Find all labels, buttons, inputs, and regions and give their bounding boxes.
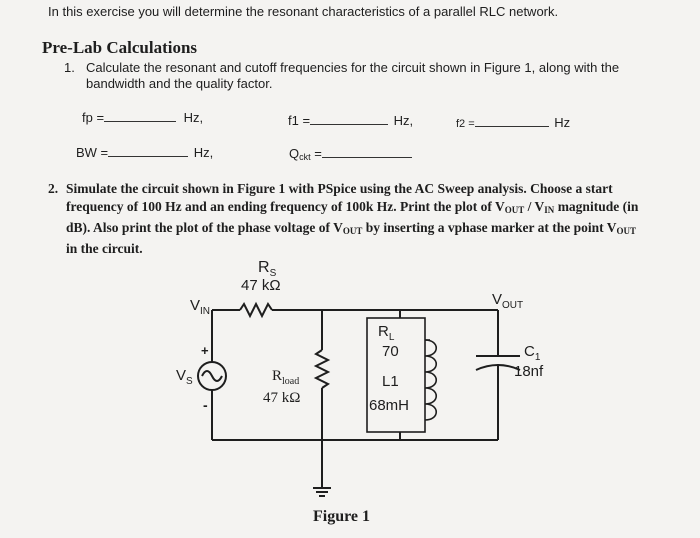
item-1-number: 1. bbox=[64, 60, 75, 75]
q-label: Q bbox=[289, 146, 300, 161]
section-heading: Pre-Lab Calculations bbox=[42, 38, 198, 57]
ac-wave-icon bbox=[202, 371, 222, 381]
vin-label: $V_{IN}$ bbox=[190, 297, 211, 317]
item-1-line-2: bandwidth and the quality factor. bbox=[86, 76, 273, 91]
rs-value: 47 kΩ bbox=[241, 277, 281, 294]
bw-label: BW = bbox=[76, 145, 109, 160]
l1-value: 68mH bbox=[369, 397, 410, 414]
c1-label: $C_1$ bbox=[524, 343, 541, 363]
intro-text: In this exercise you will determine the resonant characteristics of a parallel RLC network. bbox=[48, 4, 559, 19]
q-eq: = bbox=[314, 146, 322, 161]
item-1-line-1: Calculate the resonant and cutoff frequencies for the circuit shown in Figure 1, along with the bbox=[86, 60, 620, 75]
f1-label: f1 = bbox=[288, 113, 311, 128]
f1-unit: Hz, bbox=[393, 113, 414, 128]
rload-resistor-symbol bbox=[316, 350, 328, 388]
minus-sign: - bbox=[203, 397, 208, 413]
figure-caption: Figure 1 bbox=[313, 508, 371, 525]
rs-label: $R_S$ bbox=[258, 259, 277, 279]
item-2-text-5: in the circuit. bbox=[66, 241, 143, 256]
item-2-sub-4: OUT bbox=[616, 226, 637, 236]
item-2-sub-2: IN bbox=[544, 205, 555, 215]
item-2-text-3: magnitude (in dB). Also print the plot of the phase voltage of V bbox=[66, 199, 639, 235]
item-2-sub-3: OUT bbox=[342, 226, 363, 236]
rl-label: $R_L$ bbox=[378, 323, 395, 343]
vs-label: $V_S$ bbox=[176, 367, 193, 387]
fp-label: fp = bbox=[82, 110, 105, 125]
rload-label: $R_{load}$ bbox=[272, 368, 300, 387]
rs-resistor-symbol bbox=[240, 304, 272, 316]
q-sub: ckt bbox=[299, 152, 311, 162]
f2-unit: Hz bbox=[554, 115, 571, 130]
fp-unit: Hz, bbox=[183, 110, 204, 125]
rl-value: 70 bbox=[382, 343, 399, 360]
item-2-text-4: by inserting a vphase marker at the point V bbox=[362, 220, 617, 235]
l1-label: L1 bbox=[382, 373, 399, 390]
inductor-symbol bbox=[425, 340, 436, 420]
rload-value: 47 kΩ bbox=[263, 390, 301, 406]
item-2-text-1: Simulate the circuit shown in Figure 1 with PSpice using the AC Sweep analysis. Choose a start frequency of 100 Hz and an ending frequency of 100k Hz. Print the plot of V bbox=[66, 181, 613, 214]
bw-unit: Hz, bbox=[193, 145, 214, 160]
item-2-text-2: / V bbox=[524, 199, 545, 214]
c1-value: 18nf bbox=[514, 363, 544, 380]
plus-sign: + bbox=[201, 343, 209, 358]
vout-label: $V_{OUT}$ bbox=[492, 291, 524, 311]
item-2-number: 2. bbox=[48, 181, 59, 196]
f2-label: f2 = bbox=[456, 118, 475, 130]
item-2-sub-1: OUT bbox=[504, 205, 525, 215]
